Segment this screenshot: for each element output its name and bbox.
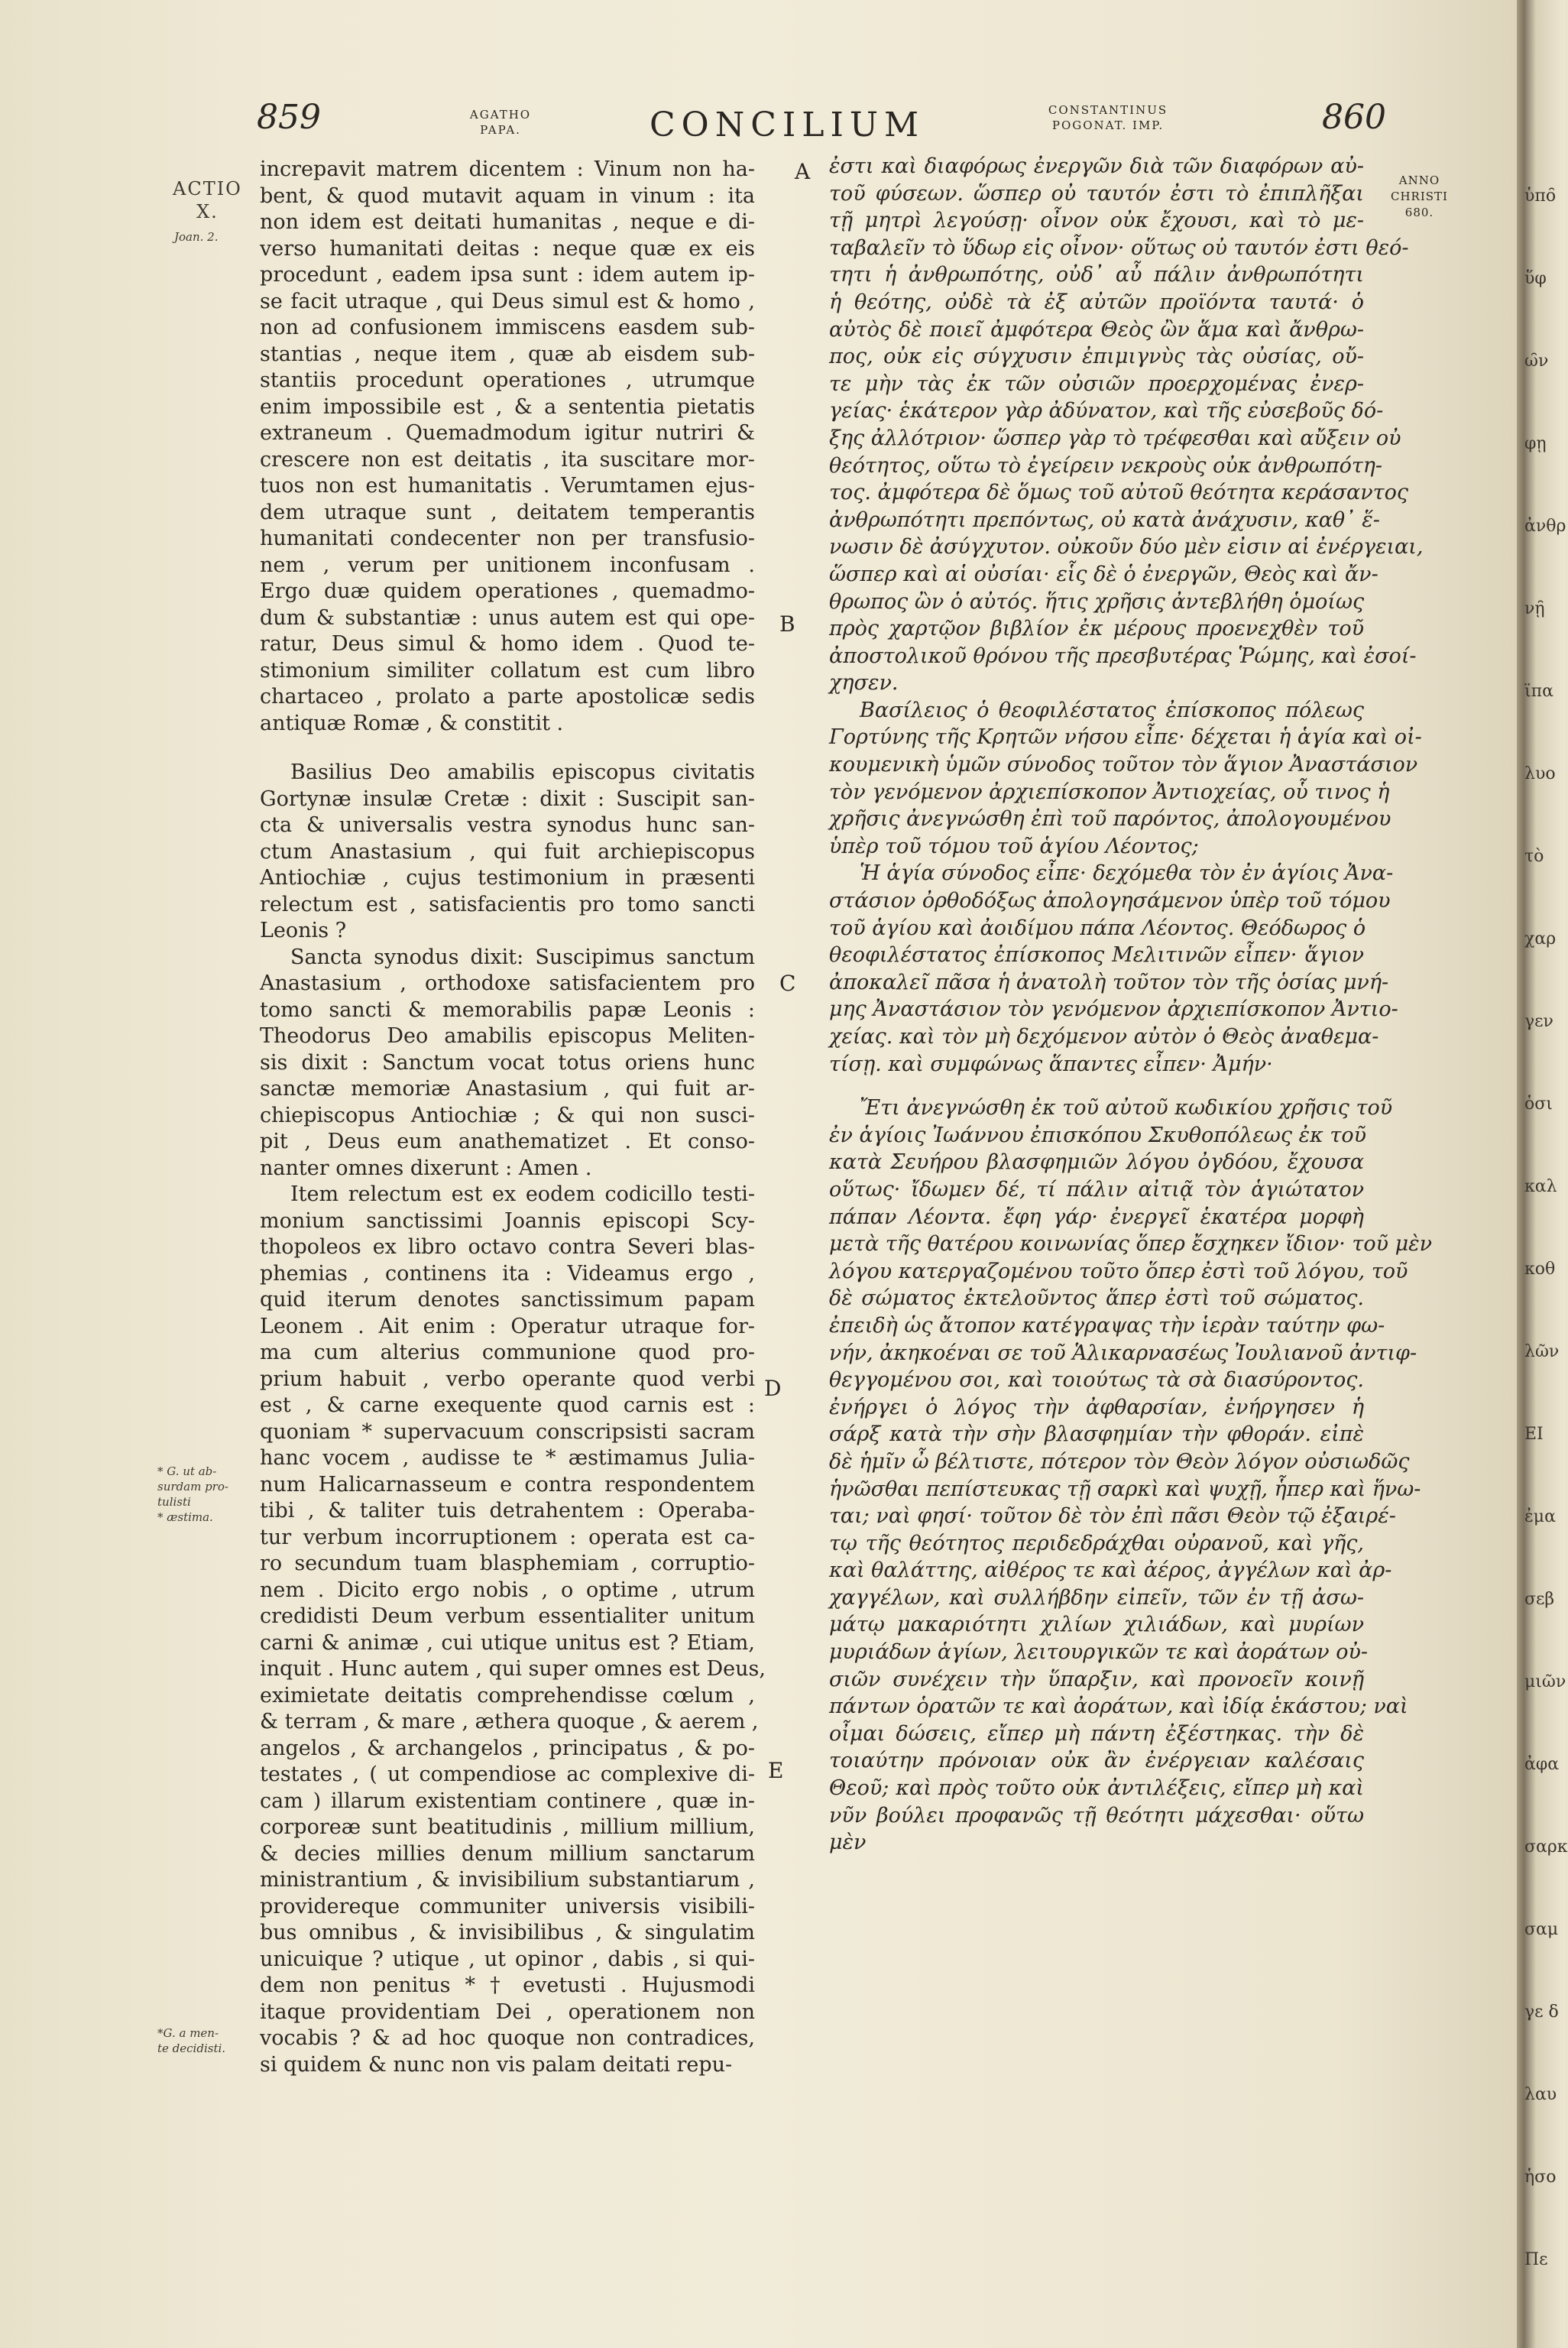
text-line: inquit . Hunc autem , qui super omnes est Deus,	[260, 1657, 766, 1681]
year-marginal-note	[1391, 173, 1448, 221]
text-line: τῇ μητρὶ λεγούσῃ· οἶνον οὐκ ἔχουσι, καὶ τὸ με-	[829, 209, 1364, 233]
margin-variant-note-1	[157, 1464, 228, 1525]
text-line: δὲ σώματος ἐκτελοῦντος ἅπερ ἐστὶ τοῦ σώματος.	[829, 1286, 1364, 1311]
text-line: σάρξ κατὰ τὴν σὴν βλασφημίαν τὴν φθοράν. εἰπὲ	[829, 1422, 1364, 1447]
text-line: stantiis procedunt operationes , utrumque	[260, 368, 755, 392]
section-letter-c: C	[779, 971, 796, 996]
text-line: testates , ( ut compendiose ac complexive di-	[260, 1763, 755, 1786]
text-line: providereque communiter universis visibili-	[260, 1894, 755, 1918]
text-line: est , & carne exequente quod carnis est :	[260, 1393, 755, 1417]
text-line: ἡ θεότης, οὐδὲ τὰ ἐξ αὐτῶν προϊόντα ταυτά· ὁ	[829, 290, 1364, 314]
text-line: χρῆσις ἀνεγνώσθη ἐπὶ τοῦ παρόντος, ἀπολογουμένου	[829, 807, 1391, 832]
adjacent-page-fragment: σεβ	[1524, 1590, 1555, 1609]
text-line: relectum est , satisfacientis pro tomo sancti	[260, 892, 755, 916]
text-line: chartaceo , prolato a parte apostolicæ sedis	[260, 685, 755, 709]
text-line: οἶμαι δώσεις, εἴπερ μὴ πάντη ἐξέστηκας. τὴν δὲ	[829, 1721, 1364, 1746]
text-line: πάντων ὁρατῶν τε καὶ ἀοράτων, καὶ ἰδίᾳ ἑκάστου; ναὶ	[829, 1695, 1408, 1719]
adjacent-page-fragment: ω̑ν	[1524, 352, 1549, 371]
text-line: increpavit matrem dicentem : Vinum non ha-	[260, 157, 755, 181]
text-line: se facit utraque , qui Deus simul est & homo ,	[260, 289, 755, 313]
adjacent-page-fragment: σαρκ	[1524, 1837, 1568, 1857]
adjacent-page-fragment: ὑπο̑	[1524, 186, 1557, 206]
text-line: bent, & quod mutavit aquam in vinum : ita	[260, 183, 755, 208]
text-line: antiquæ Romæ , & constitit .	[260, 711, 564, 735]
text-line: ταβαλεῖν τὸ ὕδωρ εἰς οἶνον· οὕτως οὐ ταυτόν ἐστι θεό-	[829, 235, 1409, 260]
text-line: num Halicarnasseum e contra respondentem	[260, 1472, 755, 1497]
text-line: dem non penitus * † evetusti . Hujusmodi	[260, 1973, 755, 1997]
text-line: verso humanitati deitas : neque quæ ex eis	[260, 236, 755, 261]
year-marginal-note-line1: ANNO	[1398, 174, 1440, 187]
text-line: τοῦ φύσεων. ὥσπερ οὐ ταυτόν ἐστι τὸ ἐπιπλῆξαι	[829, 181, 1364, 206]
text-line: si quidem & nunc non vis palam deitati repu-	[260, 2052, 733, 2077]
text-line: Basilius Deo amabilis episcopus civitatis	[290, 761, 755, 784]
text-line: Ἡ ἁγία σύνοδος εἶπε· δεχόμεθα τὸν ἐν ἁγίοις Ἀνα-	[860, 861, 1394, 886]
text-line: cta & universalis vestra synodus hunc san-	[260, 813, 755, 837]
greek-paragraph-4	[829, 1095, 1433, 1857]
section-letter-e: E	[768, 1758, 784, 1783]
text-line: τοῦ ἁγίου καὶ ἀοιδίμου πάπα Λέοντος. Θεόδωρος ὁ	[829, 916, 1366, 940]
adjacent-page-fragment: σαμ	[1524, 1920, 1559, 1939]
right-page-number: 860	[1322, 98, 1386, 137]
text-line: dum & substantiæ : unus autem est qui ope-	[260, 605, 755, 630]
text-line: dem utraque sunt , deitatem temperantis	[260, 500, 755, 524]
text-line: ὑπὲρ τοῦ τόμου τοῦ ἁγίου Λέοντος;	[829, 834, 1199, 858]
text-line: πρὸς χαρτῷον βιβλίον ἐκ μέρους προενεχθὲν τοῦ	[829, 617, 1364, 641]
page-title: CONCILIUM	[650, 105, 925, 144]
text-line: ctum Anastasium , qui fuit archiepiscopus	[260, 839, 755, 864]
text-line: quoniam * supervacuum conscripsisti sacram	[260, 1419, 755, 1444]
actio-label-line1: ACTIO	[173, 178, 242, 199]
text-line: sis dixit : Sanctum vocat totus oriens hunc	[260, 1050, 755, 1075]
margin-variant-note-1-line3: tulisti	[157, 1495, 191, 1509]
text-line: Antiochiæ , cujus testimonium in præsenti	[260, 866, 755, 890]
adjacent-page-edge	[1517, 0, 1568, 2348]
margin-variant-note-1-line4: * æstima.	[157, 1510, 213, 1524]
adjacent-page-fragment: Πε	[1524, 2250, 1548, 2269]
latin-column	[260, 157, 766, 2078]
text-line: nem . Dicito ergo nobis , o optime , utrum	[260, 1578, 755, 1602]
text-line: carni & animæ , cui utique unitus est ? Etiam,	[260, 1630, 755, 1655]
text-line: θεότητος, οὕτω τὸ ἐγείρειν νεκροὺς οὐκ ἀνθρωπότη-	[829, 453, 1383, 478]
text-line: ro secundum tuam blasphemiam , corruptio-	[260, 1552, 755, 1575]
adjacent-page-fragment: γεν	[1524, 1012, 1553, 1031]
section-letter-d: D	[764, 1376, 782, 1401]
year-marginal-note-line2: CHRISTI	[1391, 190, 1448, 203]
text-line: γείας· ἑκάτερον γὰρ ἀδύνατον, καὶ τῆς εὐσεβοῦς δό-	[829, 399, 1384, 423]
text-line: Ἔτι ἀνεγνώσθη ἐκ τοῦ αὐτοῦ κωδικίου χρῆσις τοῦ	[860, 1096, 1393, 1120]
text-line: bus omnibus , & invisibilibus , & singulatim	[260, 1921, 755, 1944]
text-line: τίσῃ. καὶ συμφώνως ἅπαντες εἶπεν· Ἀμήν·	[829, 1052, 1273, 1076]
text-line: chiepiscopus Antiochiæ ; & qui non susci-	[260, 1103, 755, 1127]
adjacent-page-fragment: φῃ	[1524, 434, 1547, 453]
text-line: procedunt , eadem ipsa sunt : idem autem ip-	[260, 263, 755, 287]
latin-paragraph-4	[260, 1182, 766, 2078]
text-line: μης Ἀναστάσιον τὸν γενόμενον ἀρχιεπίσκοπον Ἀντιο-	[829, 997, 1398, 1022]
text-line: Item relectum est ex eodem codicillo testi-	[290, 1182, 755, 1206]
text-line: μυριάδων ἁγίων, λειτουργικῶν τε καὶ ἀοράτων οὐ-	[829, 1640, 1369, 1665]
text-line: sanctæ memoriæ Anastasium , qui fuit ar-	[260, 1077, 755, 1101]
text-line: ἀνθρωπότητι πρεπόντως, οὐ κατὰ ἀνάχυσιν, καθ᾽ ἕ-	[829, 508, 1380, 532]
text-line: nanter omnes dixerunt : Amen .	[260, 1156, 592, 1180]
adjacent-page-fragment: λῶν	[1524, 1342, 1560, 1361]
text-line: Leonis ?	[260, 919, 347, 942]
text-line: ται; ναὶ φησί· τοῦτον δὲ τὸν ἐπὶ πᾶσι Θεὸν τῷ ἐξαιρέ-	[829, 1504, 1396, 1529]
text-line: quid iterum denotes sanctissimum papam	[260, 1288, 755, 1312]
text-line: τοιαύτην πρόνοιαν οὐκ ἂν ἐνέργειαν καλέσαις	[829, 1749, 1364, 1773]
text-line: phemias , continens ita : Videamus ergo ,	[260, 1261, 755, 1286]
text-line: θρωπος ὢν ὁ αὐτός. ἥτις χρῆσις ἀντεβλήθη ὁμοίως	[829, 589, 1365, 614]
adjacent-page-fragment: χαρ	[1524, 929, 1557, 949]
running-head-left-line2: PAPA.	[480, 123, 521, 137]
text-line: tibi , & taliter tuis detrahentem : Operaba-	[260, 1499, 755, 1523]
adjacent-page-fragment: ἀφα	[1524, 1755, 1560, 1774]
running-head-right	[1028, 102, 1188, 133]
text-line: stantias , neque item , quæ ab eisdem sub-	[260, 342, 755, 366]
running-head-left	[458, 107, 543, 138]
text-line: πάπαν Λέοντα. ἔφη γάρ· ἐνεργεῖ ἑκατέρα μορφὴ	[829, 1205, 1364, 1229]
text-line: cam ) illarum existentiam continere , quæ in-	[260, 1789, 755, 1813]
text-line: Θεοῦ; καὶ πρὸς τοῦτο οὐκ ἀντιλέξεις, εἴπερ μὴ καὶ	[829, 1776, 1364, 1801]
text-line: thopoleos ex libro octavo contra Severi blas-	[260, 1235, 755, 1259]
text-line: ξης ἀλλότριον· ὥσπερ γὰρ τὸ τρέφεσθαι καὶ αὔξειν οὐ	[829, 426, 1401, 450]
text-line: humanitati condecenter non per transfusio-	[260, 527, 755, 550]
margin-variant-note-2-line2: te decidisti.	[157, 2042, 226, 2055]
adjacent-page-fragment: ἐμα	[1524, 1507, 1556, 1526]
text-line: κουμενικὴ ὑμῶν σύνοδος τοῦτον τὸν ἅγιον Ἀναστάσιον	[829, 753, 1418, 777]
text-line: θεοφιλέστατος ἐπίσκοπος Μελιτινῶν εἶπεν· ἅγιον	[829, 943, 1364, 968]
text-line: & decies millies denum millium sanctarum	[260, 1841, 755, 1866]
text-line: ἡνῶσθαι πεπίστευκας τῇ σαρκὶ καὶ ψυχῇ, ἧπερ καὶ ἥνω-	[829, 1477, 1421, 1501]
text-line: σιῶν συνέχειν τὴν ὕπαρξιν, καὶ προνοεῖν κοινῇ	[829, 1667, 1364, 1691]
text-line: ὥσπερ καὶ αἱ οὐσίαι· εἷς δὲ ὁ ἐνεργῶν, Θεὸς καὶ ἄν-	[829, 562, 1378, 586]
text-line: ἐπειδὴ ὡς ἄτοπον κατέγραψας τὴν ἱερὰν ταύτην φω-	[829, 1313, 1385, 1338]
text-line: vocabis ? & ad hoc quoque non contradices,	[260, 2026, 755, 2050]
text-line: itaque providentiam Dei , operationem non	[260, 1999, 755, 2024]
section-letter-b: B	[779, 611, 795, 637]
text-line: δὲ ἡμῖν ὦ βέλτιστε, πότερον τὸν Θεὸν λόγον οὐσιωδῶς	[829, 1449, 1410, 1474]
text-line: pit , Deus eum anathematizet . Et conso-	[260, 1130, 755, 1153]
text-line: μὲν	[829, 1831, 867, 1855]
adjacent-page-fragment: καλ	[1524, 1177, 1557, 1196]
latin-paragraph-1	[260, 157, 755, 737]
scripture-reference: Joan. 2.	[174, 230, 219, 244]
text-line: νῦν βούλει προφανῶς τῇ θεότητι μάχεσθαι· οὕτω	[829, 1803, 1364, 1827]
text-line: angelos , & archangelos , principatus , & po-	[260, 1736, 755, 1760]
text-line: Βασίλειος ὁ θεοφιλέστατος ἐπίσκοπος πόλεως	[860, 698, 1364, 722]
adjacent-page-fragment: ὁσι	[1524, 1095, 1553, 1114]
text-line: tur verbum incorruptionem : operata est ca-	[260, 1525, 755, 1549]
text-line: unicuique ? utique , ut opinor , dabis , si qui-	[260, 1947, 755, 1971]
margin-variant-note-2	[157, 2025, 225, 2056]
text-line: extraneum . Quemadmodum igitur nutriri &	[260, 421, 755, 445]
adjacent-page-fragment: ΕΙ	[1524, 1425, 1544, 1444]
margin-variant-note-1-line2: surdam pro-	[157, 1480, 228, 1493]
adjacent-page-fragment: λαυ	[1524, 2085, 1557, 2104]
text-line: πος, οὐκ εἰς σύγχυσιν ἐπιμιγνὺς τὰς οὐσίας, οὔ-	[829, 345, 1364, 369]
left-page-number: 859	[257, 98, 321, 137]
adjacent-page-fragment: ἡσο	[1524, 2168, 1557, 2187]
text-line: μάτῳ μακαριότητι χιλίων χιλιάδων, καὶ μυρίων	[829, 1613, 1364, 1637]
text-line: non idem est deitati humanitas , neque e di-	[260, 210, 755, 234]
text-line: νήν, ἀκηκοέναι σε τοῦ Ἁλικαρνασέως Ἰουλιανοῦ ἀντιφ-	[829, 1341, 1417, 1365]
section-letter-a: A	[795, 159, 811, 184]
text-line: ἐνήργει ὁ λόγος τὴν ἀφθαρσίαν, ἐνήργησεν ἡ	[829, 1395, 1364, 1419]
text-line: χείας. καὶ τὸν μὴ δεχόμενον αὐτὸν ὁ Θεὸς ἀναθεμα-	[829, 1025, 1379, 1049]
margin-variant-note-2-line1: *G. a men-	[157, 2026, 219, 2040]
text-line: χησεν.	[829, 671, 899, 696]
text-line: Theodorus Deo amabilis episcopus Meliten-	[260, 1024, 755, 1048]
text-line: nem , verum per unitionem inconfusam .	[260, 553, 755, 577]
text-line: Γορτύνης τῆς Κρητῶν νήσου εἶπε· δέχεται ἡ ἁγία καὶ οἰ-	[829, 725, 1422, 750]
actio-label-line2: X.	[196, 201, 219, 222]
adjacent-page-fragment: κοθ	[1524, 1260, 1556, 1279]
latin-paragraph-3	[260, 945, 755, 1182]
text-line: αὐτὸς δὲ ποιεῖ ἀμφότερα Θεὸς ὢν ἅμα καὶ ἄνθρω-	[829, 317, 1364, 342]
adjacent-page-fragment: τὸ	[1524, 847, 1544, 866]
text-line: καὶ θαλάττης, αἰθέρος τε καὶ ἀέρος, ἀγγέλων καὶ ἀρ-	[829, 1558, 1392, 1583]
text-line: Sancta synodus dixit: Suscipimus sanctum	[290, 945, 755, 969]
text-line: enim impossibile est , & a sententia pietatis	[260, 394, 755, 419]
latin-paragraph-2	[260, 760, 755, 945]
text-line: ministrantium , & invisibilium substantiarum ,	[260, 1868, 755, 1892]
text-line: Anastasium , orthodoxe satisfacientem pro	[260, 971, 755, 995]
text-line: Gortynæ insulæ Cretæ : dixit : Suscipit san-	[260, 786, 755, 811]
text-line: τος. ἀμφότερα δὲ ὅμως τοῦ αὐτοῦ θεότητα κεράσαντος	[829, 481, 1408, 505]
text-line: ἀποκαλεῖ πᾶσα ἡ ἀνατολὴ τοῦτον τὸν τῆς ὁσίας μνή-	[829, 970, 1389, 994]
greek-paragraph-2	[829, 697, 1422, 861]
adjacent-page-fragment: ϊπα	[1524, 682, 1553, 701]
text-line: τῳ τῆς θεότητος περιδεδράχθαι οὐρανοῦ, καὶ γῆς,	[829, 1531, 1364, 1555]
adjacent-page-fragment: μιῶν	[1524, 1672, 1566, 1691]
text-line: Leonem . Ait enim : Operatur utraque for-	[260, 1314, 755, 1338]
text-line: νωσιν δὲ ἀσύγχυτον. οὐκοῦν δύο μὲν εἰσιν αἱ ἐνέργειαι,	[829, 535, 1424, 559]
adjacent-page-fragment: γε δ	[1524, 2003, 1559, 2022]
adjacent-page-fragment: ὕφ	[1524, 269, 1547, 288]
text-line: ratur, Deus simul & homo idem . Quod te-	[260, 632, 755, 656]
text-line: μετὰ τῆς θατέρου κοινωνίας ὅπερ ἔσχηκεν ἴδιον· τοῦ μὲν	[829, 1232, 1433, 1257]
text-line: prium habuit , verbo operante quod verbi	[260, 1367, 755, 1391]
adjacent-page-fragment: ἀνθρ	[1524, 517, 1566, 536]
text-line: stimonium similiter collatum est cum libro	[260, 658, 755, 683]
greek-paragraph-3	[829, 860, 1398, 1078]
text-line: crescere non est deitatis , ita suscitare mor-	[260, 447, 755, 472]
text-line: οὕτως· ἴδωμεν δέ, τί πάλιν αἰτιᾷ τὸν ἁγιώτατον	[829, 1177, 1364, 1202]
text-line: non ad confusionem immiscens easdem sub-	[260, 316, 755, 339]
text-line: ἀποστολικοῦ θρόνου τῆς πρεσβυτέρας Ῥώμης, καὶ ἐσοί-	[829, 644, 1417, 668]
text-line: στάσιον ὀρθοδόξως ἀπολογησάμενον ὑπὲρ τοῦ τόμου	[829, 889, 1391, 913]
text-line: τητι ἡ ἀνθρωπότης, οὐδ᾽ αὖ πάλιν ἀνθρωπότητι	[829, 263, 1364, 287]
text-line: monium sanctissimi Joannis episcopi Scy-	[260, 1208, 755, 1233]
text-line: τε μὴν τὰς ἐκ τῶν οὐσιῶν προερχομένας ἐνερ-	[829, 371, 1364, 396]
text-line: corporeæ sunt beatitudinis , millium millium,	[260, 1815, 755, 1839]
adjacent-page-fragment: λυο	[1524, 764, 1556, 783]
text-line: λόγου κατεργαζομένου τοῦτο ὅπερ ἐστὶ τοῦ λόγου, τοῦ	[829, 1259, 1408, 1283]
text-line: τὸν γενόμενον ἀρχιεπίσκοπον Ἀντιοχείας, οὗ τινος ἡ	[829, 780, 1390, 804]
text-line: Ergo duæ quidem operationes , quemadmo-	[260, 579, 755, 603]
running-head-right-line1: CONSTANTINUS	[1048, 103, 1168, 117]
text-line: ἐστι καὶ διαφόρως ἐνεργῶν διὰ τῶν διαφόρων αὐ-	[829, 154, 1364, 178]
text-line: ma cum alterius communione quod pro-	[260, 1341, 755, 1364]
text-line: & terram , & mare , æthera quoque , & aerem ,	[260, 1710, 759, 1733]
text-line: θεγγομένου σοι, καὶ τοιούτως τὰ σὰ διασύροντος.	[829, 1368, 1364, 1393]
text-line: tuos non est humanitatis . Verumtamen ejus-	[260, 474, 755, 498]
adjacent-page-fragment: νῃ̑	[1524, 599, 1545, 618]
text-line: χαγγέλων, καὶ συλλήβδην εἰπεῖν, τῶν ἐν τῇ ἀσω-	[829, 1585, 1364, 1610]
text-line: hanc vocem , audisse te * æstimamus Julia-	[260, 1446, 755, 1470]
text-line: κατὰ Σευήρου βλασφημιῶν λόγου ὀγδόου, ἔχουσα	[829, 1150, 1364, 1175]
text-line: ἐν ἁγίοις Ἰωάννου ἐπισκόπου Σκυθοπόλεως ἐκ τοῦ	[829, 1123, 1367, 1147]
text-line: credidisti Deum verbum essentialiter unitum	[260, 1604, 755, 1628]
actio-label	[173, 177, 242, 223]
text-line: eximietate deitatis comprehendisse cœlum ,	[260, 1683, 755, 1707]
running-head-left-line1: AGATHO	[469, 108, 532, 122]
running-head-right-line2: POGONAT. IMP.	[1051, 118, 1165, 132]
text-line: tomo sancti & memorabilis papæ Leonis :	[260, 997, 755, 1022]
margin-variant-note-1-line1: * G. ut ab-	[157, 1464, 217, 1478]
year-marginal-note-line3: 680.	[1404, 206, 1434, 219]
